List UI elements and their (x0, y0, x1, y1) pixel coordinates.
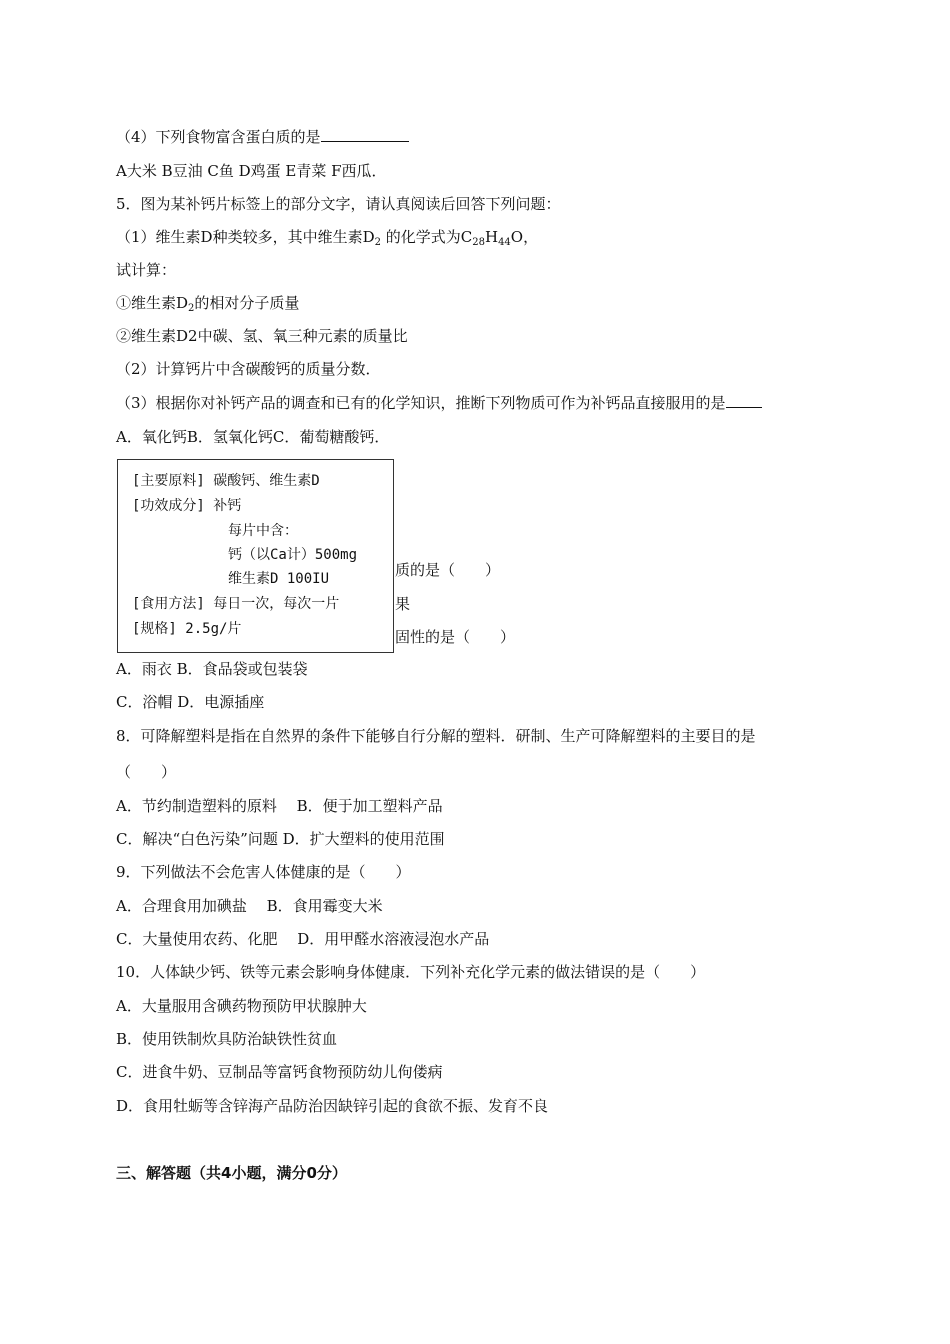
label-usage: [食用方法] 每日一次，每次一片 (132, 596, 340, 612)
q5-sub1-sub: 2 (188, 303, 195, 314)
q5-sub1-text: ①维生素D (116, 294, 189, 312)
q9-options-ab: A．合理食用加碘盐 B．食用霉变大米 (116, 897, 383, 915)
q9-stem: 9．下列做法不会危害人体健康的是（ ） (116, 863, 411, 881)
q5-part1-text: （1）维生素D种类较多，其中维生素D (116, 228, 375, 246)
q5-options: A．氧化钙B．氢氧化钙C．葡萄糖酸钙． (116, 428, 390, 446)
label-calcium-content: 钙（以Ca计）500mg (228, 547, 358, 563)
q4-options: A大米 B豆油 C鱼 D鸡蛋 E青菜 F西瓜． (116, 162, 387, 180)
q5-sub2: ②维生素D2中碳、氢、氧三种元素的质量比 (116, 327, 408, 345)
q5-calc-intro: 试计算： (116, 261, 177, 279)
q4-answer-blank[interactable] (321, 127, 409, 142)
hidden-fragment-3: 固性的是（ ） (395, 628, 516, 646)
q8-stem: 8．可降解塑料是指在自然界的条件下能够自行分解的塑料．研制、生产可降解塑料的主要目的是 (116, 727, 756, 745)
formula-c-sub: 28 (472, 237, 485, 248)
formula-o: O， (510, 228, 539, 246)
section-3-heading: 三、解答题（共4小题，满分0分） (116, 1164, 347, 1182)
label-per-tablet: 每片中含： (228, 523, 298, 539)
q9-options-cd: C．大量使用农药、化肥 D．用甲醛水溶液浸泡水产品 (116, 930, 490, 948)
hidden-fragment-2: 果 (395, 595, 411, 613)
formula-h: H (484, 228, 499, 246)
q7-options-cd: C．浴帽 D．电源插座 (116, 693, 265, 711)
q8-options-ab: A．节约制造塑料的原料 B．便于加工塑料产品 (116, 797, 443, 815)
hidden-fragment-1: 质的是（ ） (395, 561, 501, 579)
label-main-ingredients: [主要原料] 碳酸钙、维生素D (132, 473, 320, 489)
q5-part3-text: （3）根据你对补钙产品的调查和已有的化学知识，推断下列物质可作为补钙品直接服用的是 (116, 394, 726, 412)
q5-part3 (116, 393, 762, 413)
q8-paren: （ ） (116, 763, 177, 781)
calcium-supplement-label (117, 459, 394, 653)
q5-part3-blank[interactable] (726, 393, 762, 408)
q7-options-ab: A．雨衣 B．食品袋或包装袋 (116, 660, 308, 678)
q4-prompt-text: （4）下列食物富含蛋白质的是 (116, 128, 321, 146)
q10-option-c: C．进食牛奶、豆制品等富钙食物预防幼儿佝偻病 (116, 1063, 443, 1081)
q10-stem: 10．人体缺少钙、铁等元素会影响身体健康．下列补充化学元素的做法错误的是（ ） (116, 963, 706, 981)
q5-part2: （2）计算钙片中含碳酸钙的质量分数． (116, 360, 381, 378)
q4-prompt (116, 127, 409, 147)
label-spec: [规格] 2.5g/片 (132, 621, 242, 637)
q10-option-d: D．食用牡蛎等含锌海产品防治因缺锌引起的食欲不振、发育不良 (116, 1097, 549, 1115)
q5-sub1 (116, 293, 299, 316)
q5-stem: 5．图为某补钙片标签上的部分文字，请认真阅读后回答下列问题： (116, 195, 561, 213)
q8-options-cd: C．解决“白色污染”问题 D．扩大塑料的使用范围 (116, 830, 445, 848)
q5-part1-sub: 2 (374, 237, 381, 248)
q5-sub1-text2: 的相对分子质量 (194, 294, 300, 312)
formula-h-sub: 44 (498, 237, 511, 248)
label-vitamin-d-content: 维生素D 100IU (228, 571, 330, 587)
q10-option-a: A．大量服用含碘药物预防甲状腺肿大 (116, 997, 367, 1015)
q10-option-b: B．使用铁制炊具防治缺铁性贫血 (116, 1030, 338, 1048)
label-effective-component: [功效成分] 补钙 (132, 498, 242, 514)
q5-part1 (116, 227, 538, 250)
q5-part1-text2: 的化学式为C (380, 228, 473, 246)
